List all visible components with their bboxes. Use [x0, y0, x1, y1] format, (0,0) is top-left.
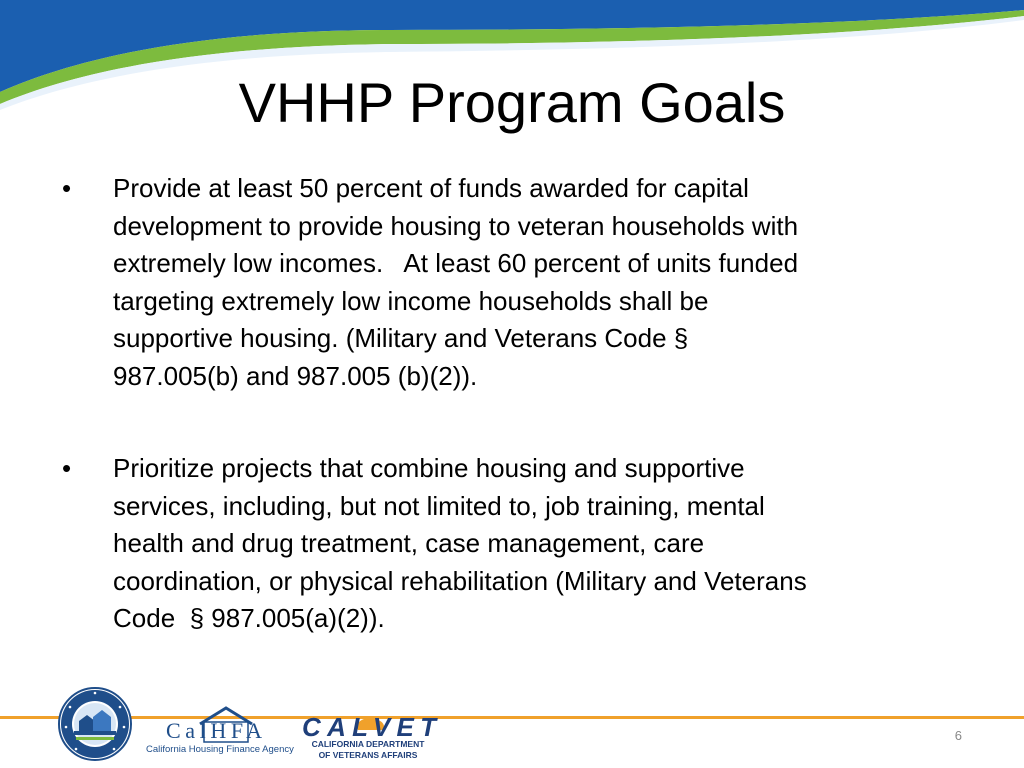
calvet-subtitle-line: OF VETERANS AFFAIRS	[318, 750, 418, 760]
bullet-list	[62, 170, 962, 638]
bullet-line: Prioritize projects that combine housing and supportive	[113, 453, 745, 483]
bullet-item-capital-development	[62, 170, 962, 395]
hcd-seal-logo	[58, 687, 132, 761]
calhfa-subtitle: California Housing Finance Agency	[146, 744, 294, 755]
bullet-line: supportive housing. (Military and Veterans Code §	[113, 323, 689, 353]
bullet-line: coordination, or physical rehabilitation (Military and Veterans	[113, 565, 807, 596]
page-number: 6	[954, 728, 962, 743]
bullet-line: health and drug treatment, case management, care	[113, 528, 705, 558]
calhfa-logo-text: CalHFA	[166, 718, 262, 743]
bullet-marker: •	[62, 453, 72, 483]
calvet-subtitle-line: CALIFORNIA DEPARTMENT	[311, 739, 425, 749]
bullet-line: Provide at least 50 percent of funds awarded for capital	[113, 173, 749, 203]
slide-title: VHHP Program Goals	[238, 71, 786, 134]
bullet-line: development to provide housing to veteran households with	[113, 210, 799, 241]
bullet-line: extremely low incomes. At least 60 percent of units funded	[113, 248, 799, 278]
bullet-line: targeting extremely low income households shall be	[113, 285, 709, 316]
bullet-line: services, including, but not limited to, job training, mental	[113, 490, 765, 521]
calvet-logo-text: CALVET	[302, 712, 436, 742]
bullet-line: 987.005(b) and 987.005 (b)(2)).	[113, 360, 478, 391]
bullet-line: Code § 987.005(a)(2)).	[113, 603, 385, 633]
calvet-subtitle	[304, 739, 432, 761]
bullet-item-supportive-services	[62, 450, 962, 638]
bullet-marker: •	[62, 173, 72, 203]
